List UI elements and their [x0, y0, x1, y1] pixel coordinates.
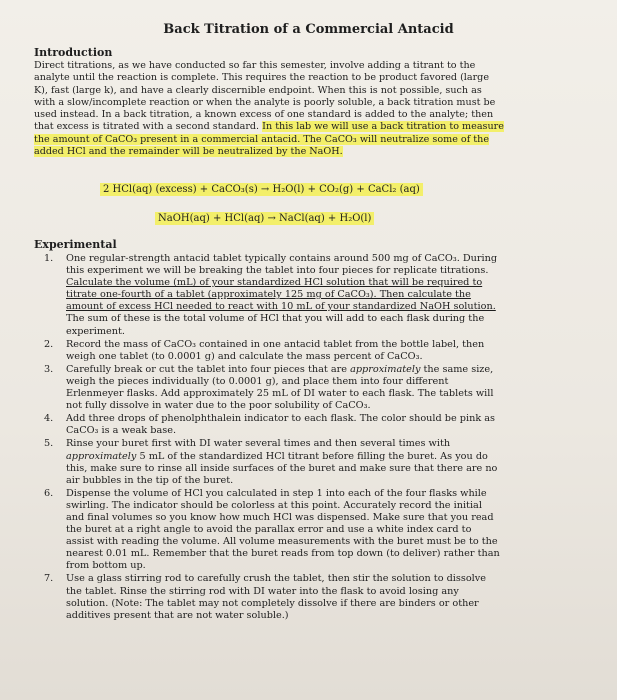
step-item: [44, 488, 502, 573]
step-text: Dispense the volume of HCl you calculated in step 1 into each of the four flasks while swirling. The indicator should be colorless at this point. Accurately record the initial and final volumes so you know how much HCl was dispensed. Make sure that you read the buret at a right angle to avoid the parallax error and use a white index card to assist with reading the volume. All volume measurements with the buret must be to the nearest 0.01 mL. Remember that the buret reads from top down (to deliver) rather than from bottom up.: [66, 487, 500, 572]
step-item: [44, 364, 502, 412]
step-item: [44, 413, 502, 437]
step-underlined-text: Calculate the volume (mL) of your standardized HCl solution that will be required to titrate one-fourth of a tablet (approximately 125 mg of CaCO₃). Then calculate the amount of excess HCl needed to react with 10 mL of your standardized NaOH solution.: [66, 277, 496, 313]
step-emphasis: approximately: [66, 450, 137, 462]
step-text-continued: 5 mL of the standardized HCl titrant before filling the buret. As you do this, make sure to rinse all inside surfaces of the buret and make sure that there are no air bubbles in the tip of the buret.: [66, 450, 498, 486]
experimental-steps-list: [44, 253, 502, 623]
step-item: [44, 573, 502, 621]
step-text-continued: The sum of these is the total volume of HCl that you will add to each flask during the experiment.: [66, 313, 485, 337]
equation-naoh-hcl: NaOH(aq) + HCl(aq) → NaCl(aq) + H₂O(l): [155, 212, 374, 225]
step-item: [44, 438, 502, 486]
step-text-continued: the same size, weigh the pieces individually (to 0.0001 g), and place them into four different Erlenmeyer flasks. Add approximately 25 mL of DI water to each flask. The tablets will not fully dissolve in water due to the poor solubility of CaCO₃.: [66, 363, 494, 412]
step-number: 6.: [44, 487, 54, 499]
step-number: 3.: [44, 363, 54, 375]
step-text: One regular-strength antacid tablet typically contains around 500 mg of CaCO₃. During this experiment we will be breaking the tablet into four pieces for replicate titrations.: [66, 253, 498, 277]
step-emphasis: approximately: [350, 363, 421, 375]
step-text: Rinse your buret first with DI water several times and then several times with: [66, 438, 451, 450]
step-number: 7.: [44, 573, 54, 585]
page-title: Back Titration of a Commercial Antacid: [163, 22, 454, 37]
experimental-heading: Experimental: [34, 238, 117, 251]
step-number: 5.: [44, 438, 54, 450]
introduction-highlighted-text: In this lab we will use a back titration to measure the amount of CaCO₃ present in a commercial antacid. The CaCO₃ will neutralize some of the added HCl and the remainder will be neutralized by the NaOH.: [34, 121, 504, 158]
step-text: Carefully break or cut the tablet into four pieces that are: [66, 363, 351, 375]
step-text: Use a glass stirring rod to carefully crush the tablet, then stir the solution to dissolve the tablet. Rinse the stirring rod with DI water into the flask to avoid losing any solution. (Note: The tablet may not completely dissolve if there are binders or other additives present that are not water soluble.): [66, 573, 486, 621]
introduction-paragraph: [34, 60, 504, 158]
step-text: Record the mass of CaCO₃ contained in one antacid tablet from the bottle label, then weigh one tablet (to 0.0001 g) and calculate the mass percent of CaCO₃.: [66, 338, 485, 362]
step-item: [44, 339, 502, 363]
step-number: 4.: [44, 413, 54, 425]
equation-hcl-caco3: 2 HCl(aq) (excess) + CaCO₃(s) → H₂O(l) + CO₂(g) + CaCl₂ (aq): [100, 183, 423, 196]
introduction-text: Direct titrations, as we have conducted so far this semester, involve adding a titrant to the analyte until the reaction is complete. This requires the reaction to be product favored (large K), fast (large k), and have a clearly discernible endpoint. When this is not possible, such as with a slow/incomplete reaction or when the analyte is poorly soluble, a back titration must be used instead. In a back titration, a known excess of one standard is added to the analyte; then that excess is titrated with a second standard.: [34, 60, 496, 133]
step-number: 2.: [44, 338, 54, 350]
introduction-heading: Introduction: [34, 46, 113, 59]
step-item: [44, 253, 502, 338]
step-number: 1.: [44, 253, 54, 264]
step-text: Add three drops of phenolphthalein indicator to each flask. The color should be pink as CaCO₃ is a weak base.: [66, 413, 496, 437]
